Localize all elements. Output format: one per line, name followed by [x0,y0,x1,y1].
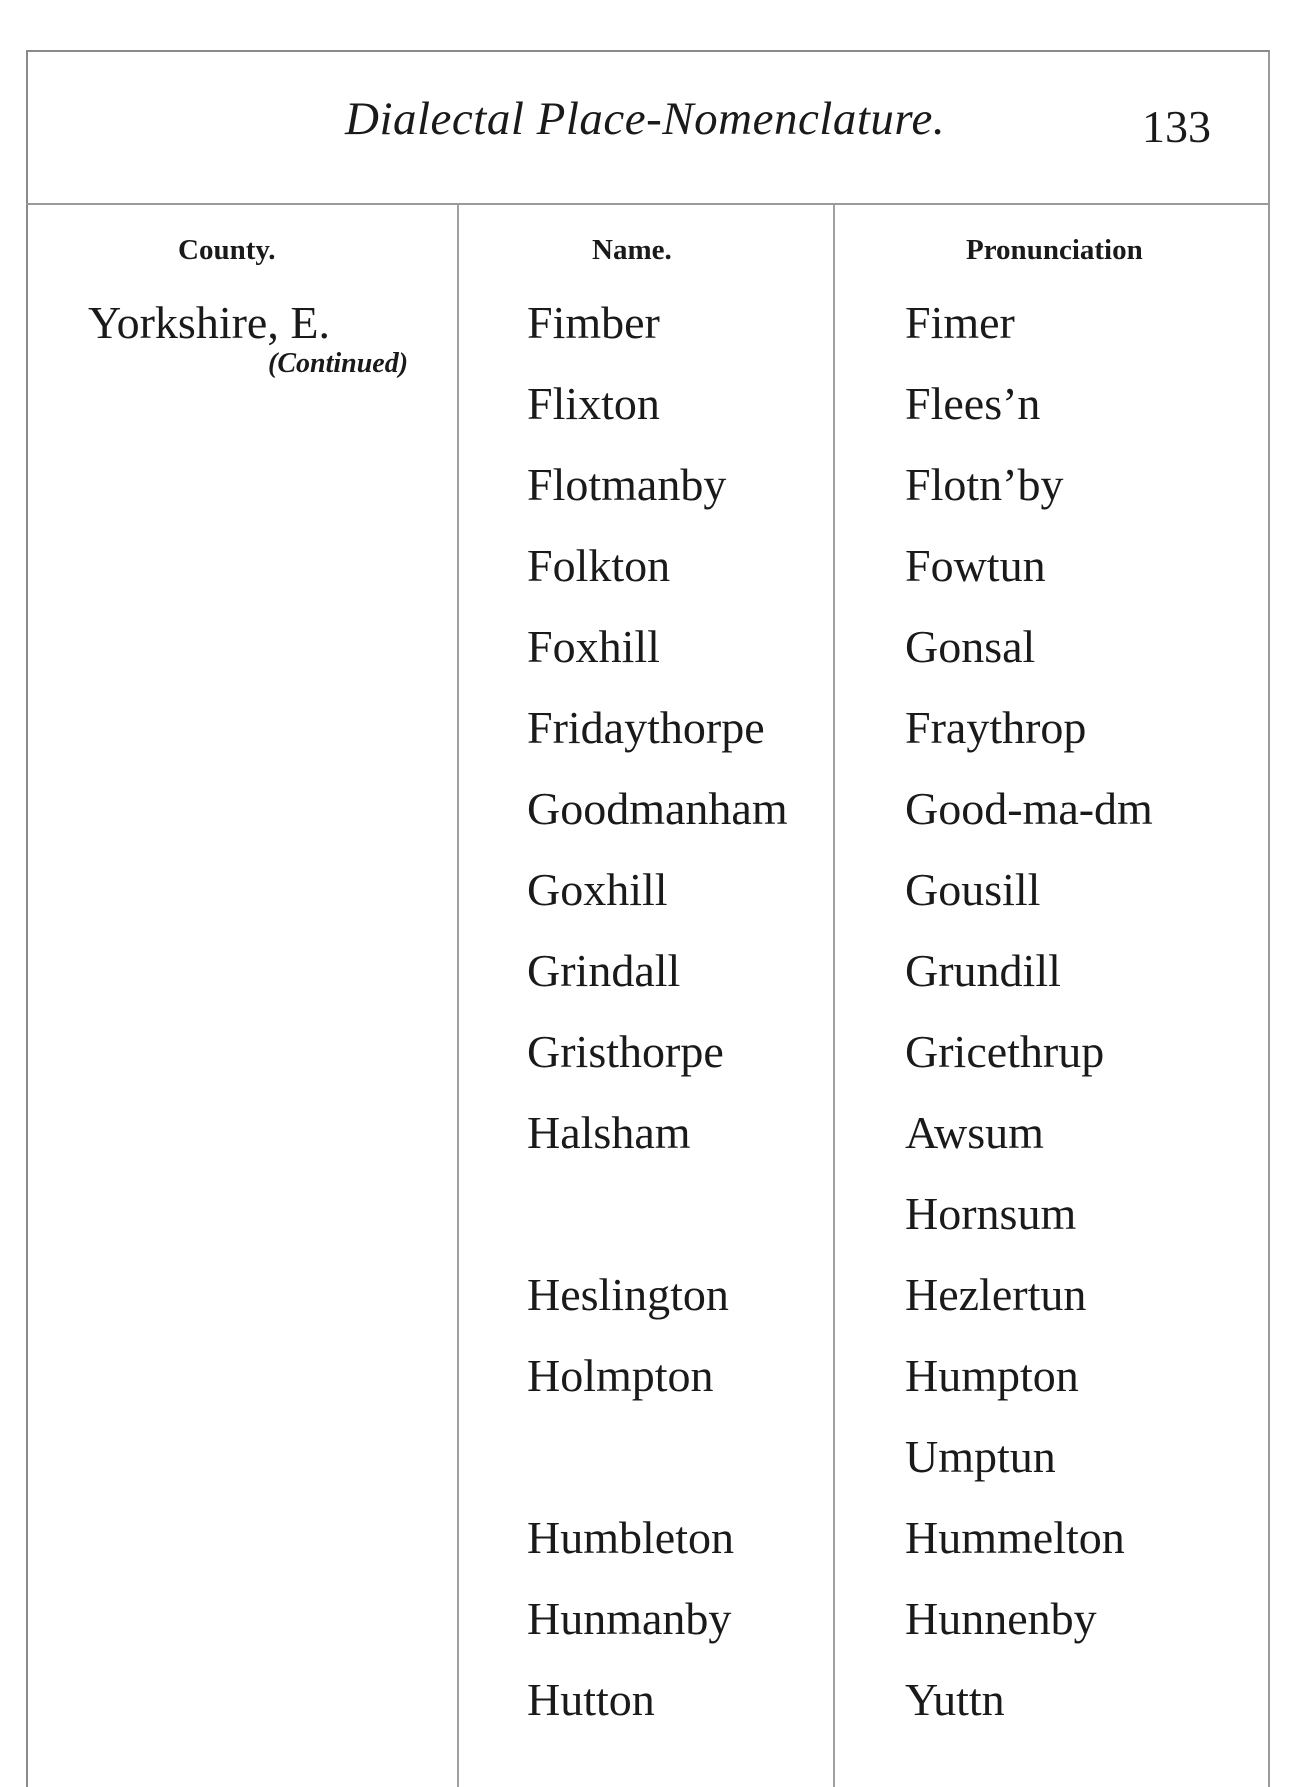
place-pronunciation: Hezlertun [905,1269,1087,1320]
place-pronunciation: Good-ma-dm [905,783,1153,834]
header-rule [26,203,1270,205]
place-pronunciation: Fraythrop [905,702,1087,753]
table-row [0,782,1299,863]
place-pronunciation: Gonsal [905,621,1036,672]
table-row [0,539,1299,620]
place-pronunciation: Umptun [905,1431,1056,1482]
place-name: Hutton [527,1674,655,1725]
place-pronunciation: Grundill [905,945,1061,996]
place-pronunciation: Hornsum [905,1188,1077,1239]
table-row [0,296,1299,377]
table-row [0,1673,1299,1754]
entries-list [0,296,1299,1754]
column-header-county: County. [178,234,276,266]
place-pronunciation: Fimer [905,297,1015,348]
place-name: Heslington [527,1269,729,1320]
place-pronunciation: Yuttn [905,1674,1005,1725]
place-pronunciation: Gricethrup [905,1026,1105,1077]
place-pronunciation: Fowtun [905,540,1046,591]
table-row [0,1187,1299,1268]
place-pronunciation: Hunnenby [905,1593,1097,1644]
place-name: Flotmanby [527,459,727,510]
place-pronunciation: Gousill [905,864,1041,915]
table-row [0,1592,1299,1673]
table-row [0,1349,1299,1430]
table-row [0,863,1299,944]
table-row [0,458,1299,539]
place-name: Humbleton [527,1512,734,1563]
table-row [0,1106,1299,1187]
place-name: Holmpton [527,1350,714,1401]
place-name: Goodmanham [527,783,788,834]
column-header-name: Name. [592,234,672,266]
place-pronunciation: Flees’n [905,378,1041,429]
table-row [0,1025,1299,1106]
table-row [0,377,1299,458]
place-name: Fridaythorpe [527,702,765,753]
table-row [0,1268,1299,1349]
place-pronunciation: Hummelton [905,1512,1125,1563]
place-name: Folkton [527,540,671,591]
place-name: Goxhill [527,864,668,915]
county-continued-note: (Continued) [268,348,409,379]
place-name: Halsham [527,1107,691,1158]
column-header-pronunciation: Pronunciation [966,234,1143,266]
place-name: Grindall [527,945,681,996]
table-row [0,1430,1299,1511]
running-title: Dialectal Place-Nomenclature. [345,93,946,145]
county-name: Yorkshire, E. [88,297,330,348]
table-row [0,620,1299,701]
place-pronunciation: Flotn’by [905,459,1064,510]
table-row [0,1511,1299,1592]
place-name: Gristhorpe [527,1026,724,1077]
page-number: 133 [1142,101,1211,152]
place-name: Flixton [527,378,660,429]
place-name: Hunmanby [527,1593,732,1644]
table-row [0,701,1299,782]
place-pronunciation: Humpton [905,1350,1079,1401]
place-name: Fimber [527,297,660,348]
place-pronunciation: Awsum [905,1107,1044,1158]
place-name: Foxhill [527,621,660,672]
table-row [0,944,1299,1025]
